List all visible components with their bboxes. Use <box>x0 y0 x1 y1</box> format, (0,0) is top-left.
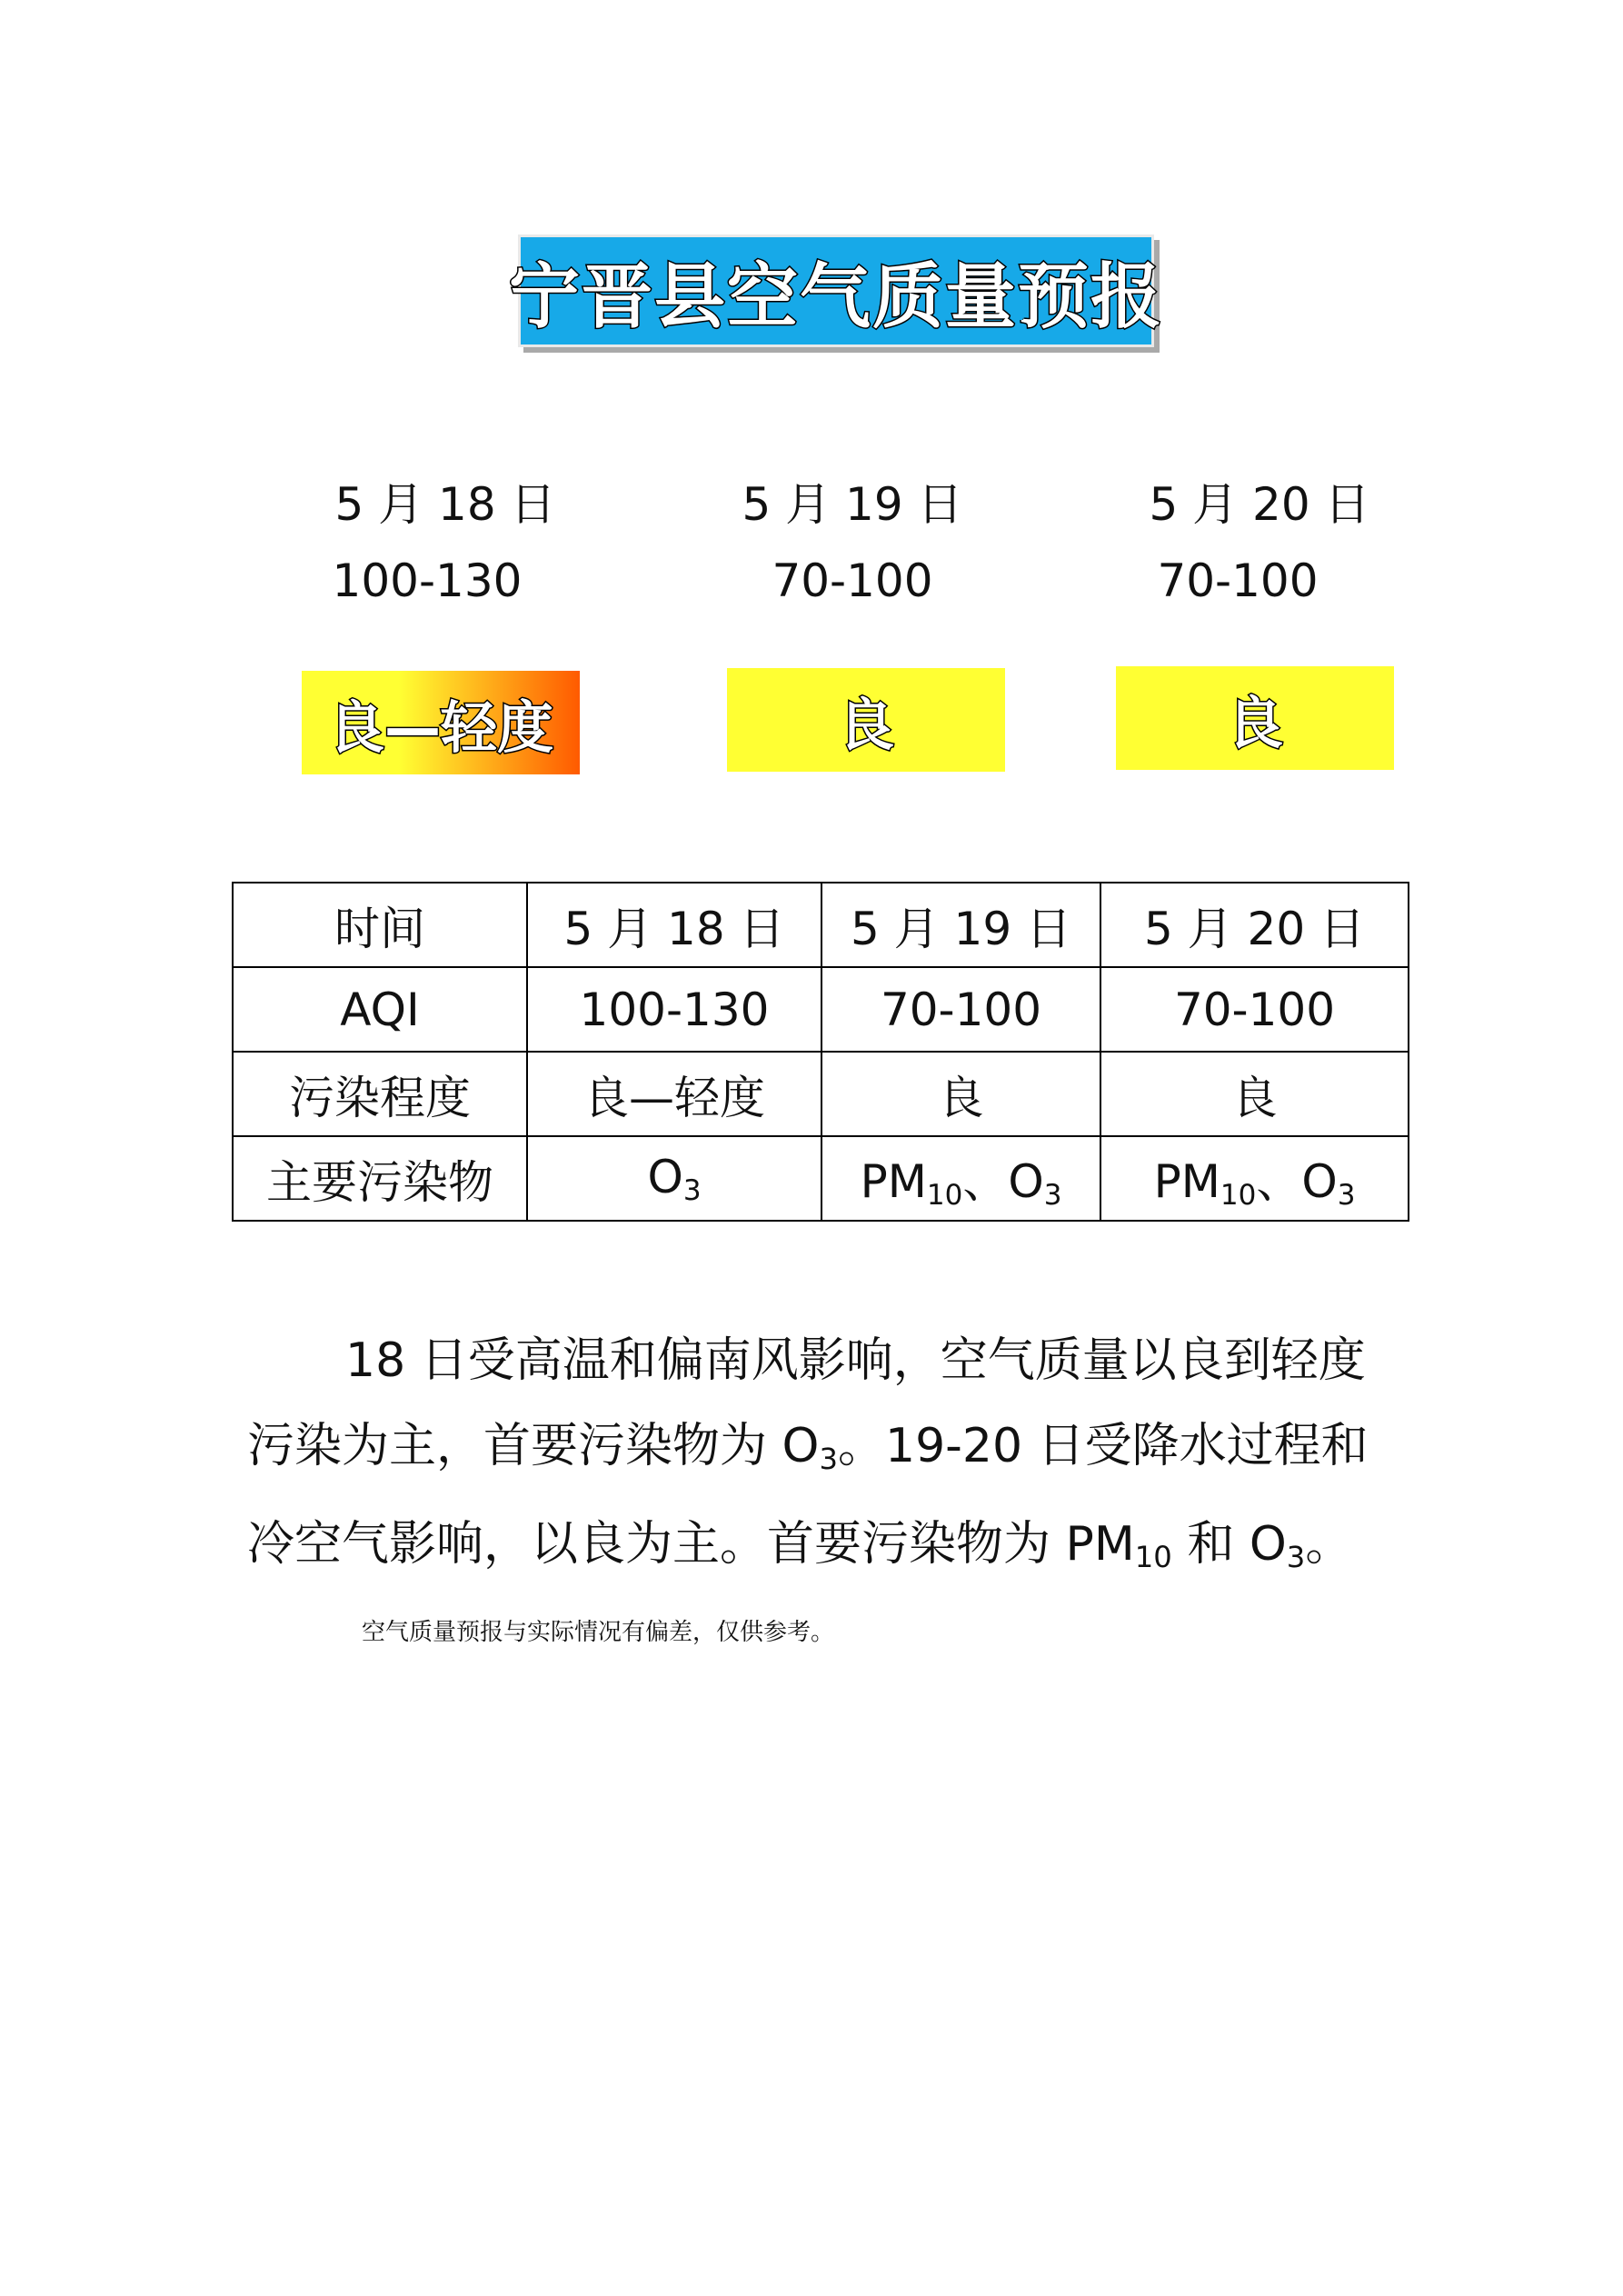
forecast-aqi-2: 70-100 <box>772 554 933 607</box>
forecast-table <box>232 882 1409 1222</box>
pollutant-cell-2: $PM_{10}$、$O_3$ <box>821 1136 1100 1221</box>
forecast-level-2: 良 <box>837 691 894 758</box>
table-header-cell: 5 月 18 日 <box>527 883 821 967</box>
table-cell: AQI <box>233 967 527 1052</box>
table-row <box>233 1136 1409 1221</box>
forecast-level-1: 良—轻度 <box>327 694 553 761</box>
table-row <box>233 883 1409 967</box>
paragraph-line: 18 日受高温和偏南风影响，空气质量以良到轻度 <box>345 1333 1366 1388</box>
pollutant-cell-3: $PM_{10}$、$O_3$ <box>1100 1136 1409 1221</box>
table-cell: 良 <box>1100 1052 1409 1136</box>
forecast-level-badge-2 <box>727 668 1005 772</box>
forecast-level-badge-3 <box>1116 666 1394 770</box>
forecast-level-3: 良 <box>1226 689 1283 756</box>
page-title: 宁晋县空气质量预报 <box>509 256 1164 338</box>
forecast-aqi-3: 70-100 <box>1157 554 1319 607</box>
paragraph-line: 污染为主，首要污染物为 $O_3$。19-20 日受降水过程和 <box>247 1419 1369 1477</box>
table-cell: 污染程度 <box>233 1052 527 1136</box>
table-cell: 良—轻度 <box>527 1052 821 1136</box>
forecast-level-badge-1 <box>302 671 580 774</box>
table-cell: 100-130 <box>527 967 821 1052</box>
table-cell: 良 <box>821 1052 1100 1136</box>
disclaimer-note: 空气质量预报与实际情况有偏差，仅供参考。 <box>362 1619 835 1646</box>
table-cell: 70-100 <box>1100 967 1409 1052</box>
table-header-cell: 5 月 19 日 <box>821 883 1100 967</box>
forecast-aqi-1: 100-130 <box>332 554 523 607</box>
paragraph-line: 冷空气影响，以良为主。首要污染物为 $PM_{10}$ 和 $O_3$。 <box>247 1517 1353 1575</box>
table-header-cell: 时间 <box>233 883 527 967</box>
table-row <box>233 967 1409 1052</box>
table-header-cell: 5 月 20 日 <box>1100 883 1409 967</box>
title-banner <box>509 235 1164 347</box>
forecast-description <box>247 1318 1401 1600</box>
forecast-date-1: 5 月 18 日 <box>334 478 556 531</box>
table-row <box>233 1052 1409 1136</box>
table-cell: 70-100 <box>821 967 1100 1052</box>
forecast-date-2: 5 月 19 日 <box>742 478 963 531</box>
pollutant-cell-1: $O_3$ <box>527 1136 821 1221</box>
forecast-date-3: 5 月 20 日 <box>1149 478 1370 531</box>
table-cell: 主要污染物 <box>233 1136 527 1221</box>
